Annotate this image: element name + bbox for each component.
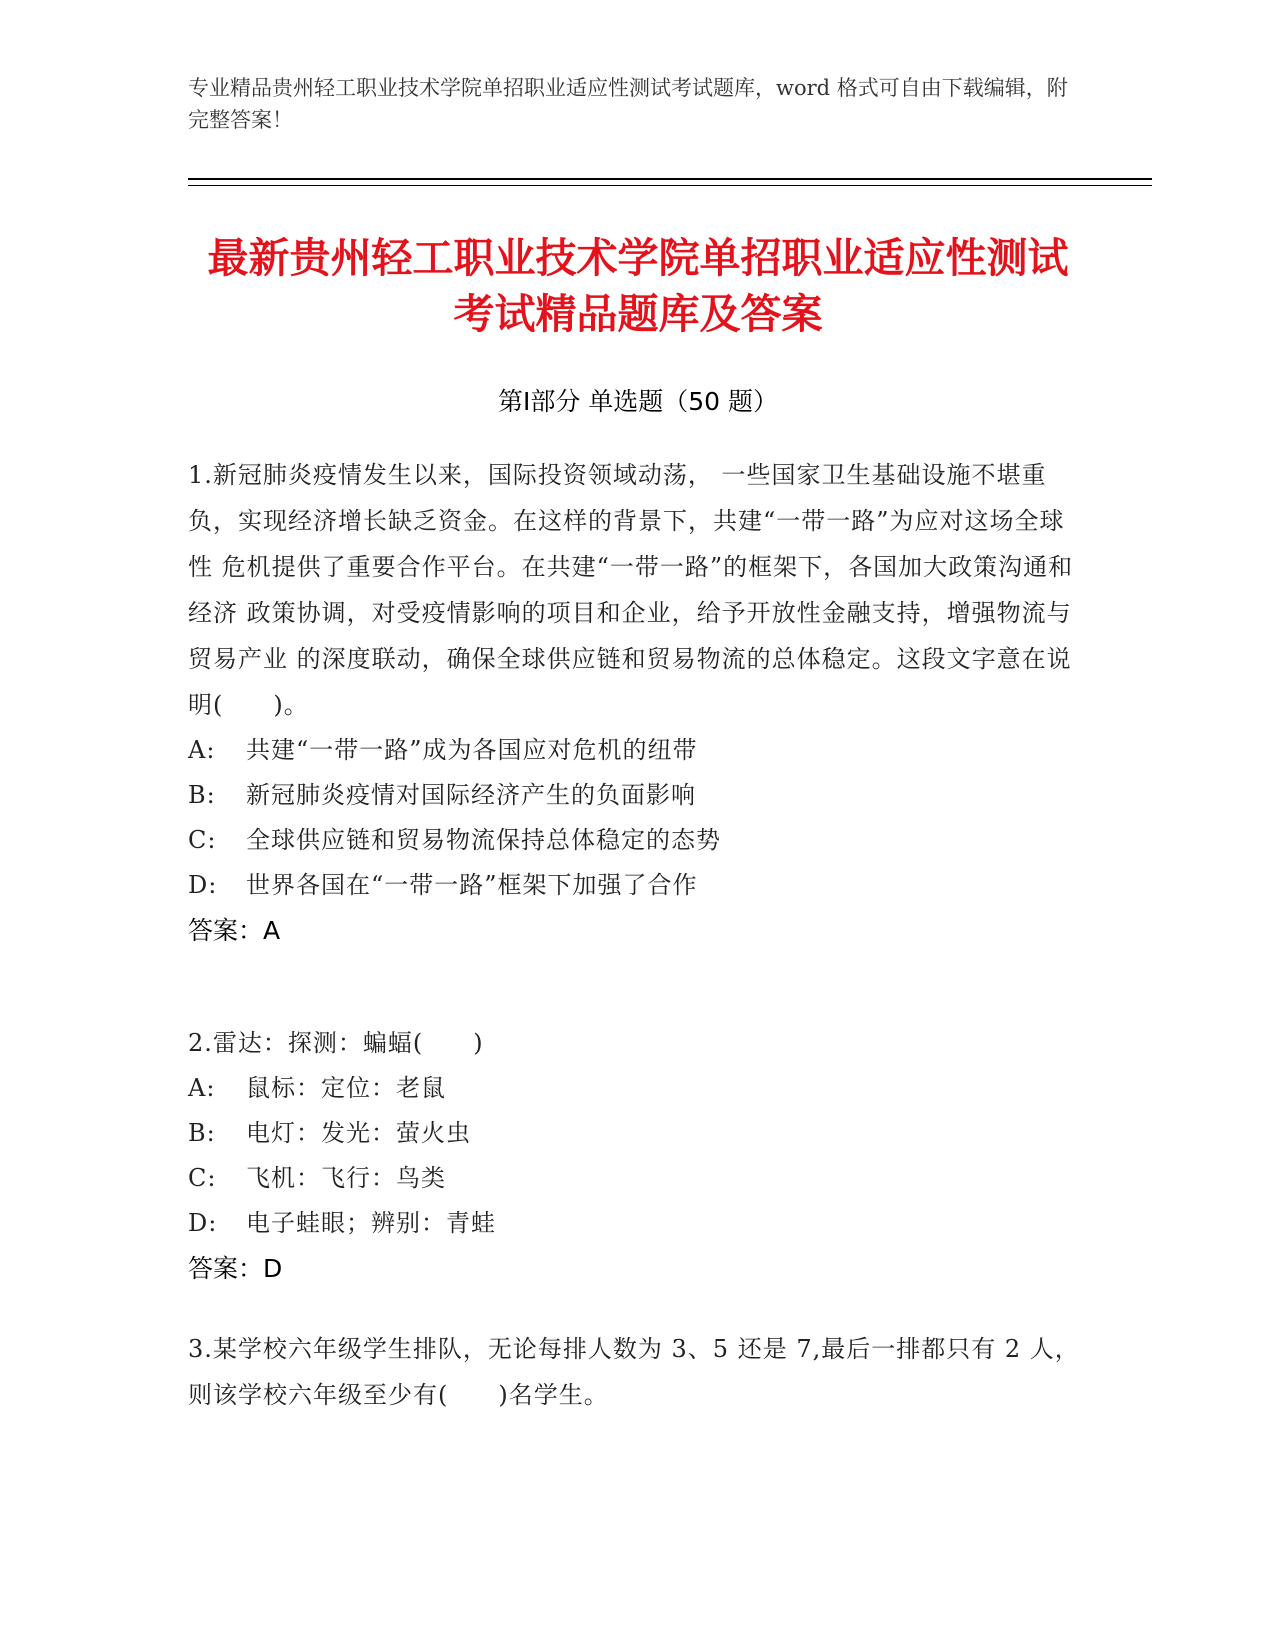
option-a: [188, 728, 1088, 773]
option-b: [188, 1111, 1088, 1156]
option-a: [188, 1066, 1088, 1111]
option-text: 鼠标：定位：老鼠: [246, 1074, 446, 1102]
answer-label: 答案：A: [188, 916, 281, 945]
document-title: 最新贵州轻工职业技术学院单招职业适应性测试考试精品题库及答案: [207, 234, 1069, 338]
option-letter: C:: [188, 1164, 217, 1192]
option-text: 电灯：发光：萤火虫: [246, 1119, 471, 1147]
header-note: 专业精品贵州轻工职业技术学院单招职业适应性测试考试题库，word 格式可自由下载编辑，附完整答案！: [188, 76, 1068, 132]
option-letter: C:: [188, 826, 217, 854]
option-c: [188, 818, 1088, 863]
option-letter: B:: [188, 781, 216, 809]
option-text: 电子蛙眼；辨别：青蛙: [246, 1209, 496, 1237]
question-stem: 1.新冠肺炎疫情发生以来，国际投资领域动荡， 一些国家卫生基础设施不堪重 负，实现经济增长缺乏资金。在这样的背景下，共建“一带一路”为应对这场全球性 危机提供了重要合作平台。在共建“一带一路”的框架下，各国加大政策沟通和经济 政策协调，对受疫情影响的项目和企业，给予开放性金融支持，增强物流与贸易产业 的深度联动，确保全球供应链和贸易物流的总体稳定。这段文字意在说明( )。: [188, 461, 1074, 719]
option-text: 共建“一带一路”成为各国应对危机的纽带: [246, 736, 698, 764]
question-stem: 2.雷达：探测：蝙蝠( ): [188, 1029, 484, 1057]
option-text: 全球供应链和贸易物流保持总体稳定的态势: [246, 826, 721, 854]
option-text: 新冠肺炎疫情对国际经济产生的负面影响: [246, 781, 696, 809]
question-1: [188, 452, 1088, 954]
header-divider-thin: [188, 185, 1152, 186]
option-letter: A:: [188, 736, 216, 764]
option-letter: A:: [188, 1074, 216, 1102]
option-d: [188, 1201, 1088, 1246]
question-3: [188, 1326, 1088, 1418]
question-stem: 3.某学校六年级学生排队，无论每排人数为 3、5 还是 7,最后一排都只有 2 人，则该学校六年级至少有( )名学生。: [188, 1335, 1080, 1409]
option-text: 世界各国在“一带一路”框架下加强了合作: [246, 871, 698, 899]
option-b: [188, 773, 1088, 818]
option-d: [188, 863, 1088, 908]
question-2: [188, 1020, 1088, 1292]
option-text: 飞机：飞行：鸟类: [246, 1164, 446, 1192]
option-letter: B:: [188, 1119, 216, 1147]
section-heading: 第Ⅰ部分 单选题（50 题）: [497, 387, 779, 416]
option-c: [188, 1156, 1088, 1201]
option-letter: D:: [188, 871, 218, 899]
header-divider-thick: [188, 178, 1152, 180]
option-letter: D:: [188, 1209, 218, 1237]
answer-label: 答案：D: [188, 1254, 283, 1283]
